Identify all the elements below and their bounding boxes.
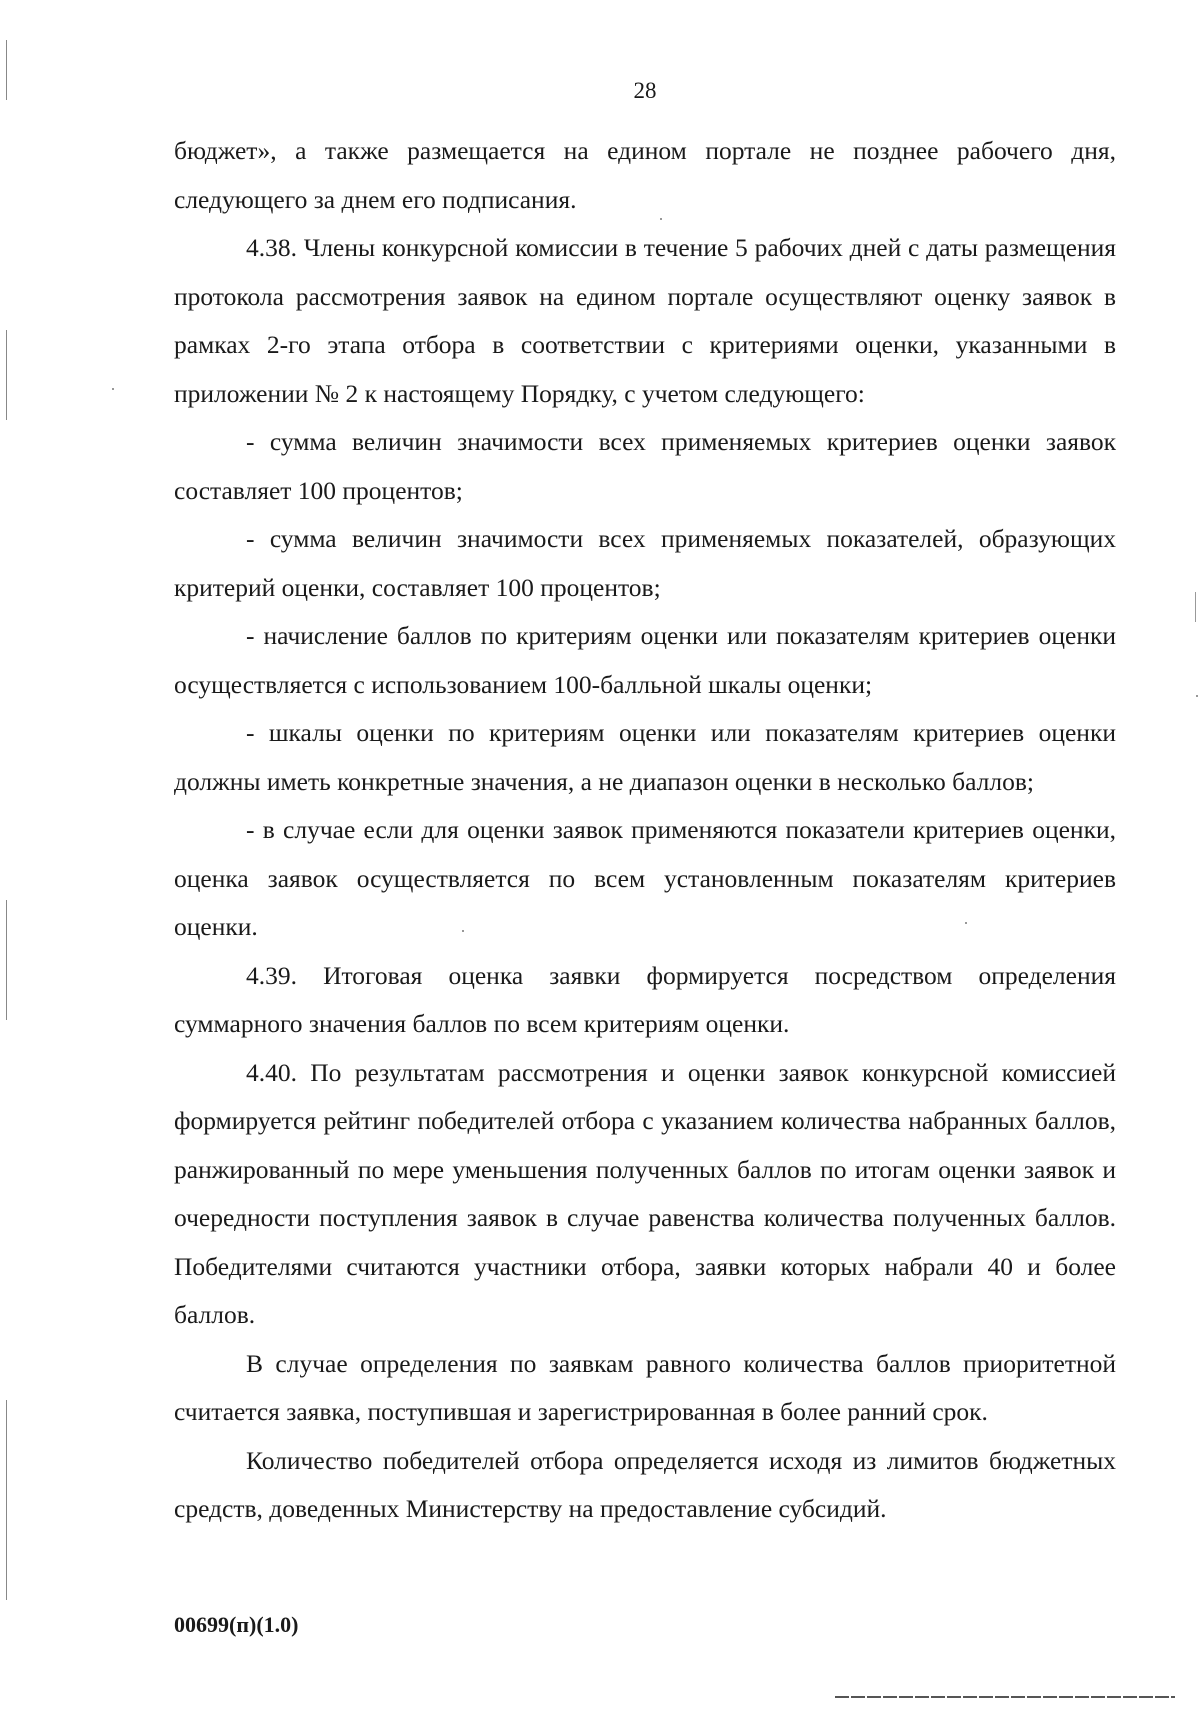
paragraph-winners-count: Количество победителей отбора определяется исходя из лимитов бюджетных средств, доведенных Министерству на предоставление субсидий. — [174, 1445, 1116, 1523]
list-item-indicators-evaluation: - в случае если для оценки заявок применяются показатели критериев оценки, оценка заявок осуществляется по всем установленным показателям критериев оценки. — [174, 815, 1116, 941]
scan-edge-mark — [6, 40, 7, 100]
list-item-indicators-sum: - сумма величин значимости всех применяемых показателей, образующих критерий оценки, составляет 100 процентов; — [174, 524, 1116, 602]
list-item-criteria-sum: - сумма величин значимости всех применяемых критериев оценки заявок составляет 100 процентов; — [174, 427, 1116, 505]
scan-bottom-rule — [835, 1696, 1175, 1698]
scan-edge-mark — [1195, 592, 1196, 622]
scan-edge-mark — [6, 900, 7, 1020]
document-code: 00699(п)(1.0) — [174, 1612, 299, 1637]
page-number: 28 — [633, 78, 657, 103]
scan-dot — [462, 930, 464, 932]
scan-edge-mark — [6, 1400, 7, 1600]
list-item-points-scale: - начисление баллов по критериям оценки или показателям критериев оценки осуществляется с использованием 100-балльной шкалы оценки; — [174, 621, 1116, 699]
document-body — [174, 127, 1116, 1534]
paragraph-continuation: бюджет», а также размещается на едином портале не позднее рабочего дня, следующего за днем его подписания. — [174, 136, 1116, 214]
scan-dot — [112, 388, 114, 390]
paragraph-4-40: 4.40. По результатам рассмотрения и оценки заявок конкурсной комиссией формируется рейтинг победителей отбора с указанием количества набранных баллов, ранжированный по мере уменьшения полученных баллов по итогам оценки заявок и очередности поступления заявок в случае равенства количества полученных баллов. Победителями считаются участники отбора, заявки которых набрали 40 и более баллов. — [174, 1057, 1116, 1329]
paragraph-4-38: 4.38. Члены конкурсной комиссии в течение 5 рабочих дней с даты размещения протокола рассмотрения заявок на едином портале осуществляют оценку заявок в рамках 2-го этапа отбора в соответствии с критериями оценки, указанными в приложении № 2 к настоящему Порядку, с учетом следующего: — [174, 233, 1116, 408]
list-item-scale-values: - шкалы оценки по критериям оценки или показателям критериев оценки должны иметь конкретные значения, а не диапазон оценки в несколько баллов; — [174, 718, 1116, 796]
paragraph-equal-points: В случае определения по заявкам равного количества баллов приоритетной считается заявка, поступившая и зарегистрированная в более ранний срок. — [174, 1348, 1116, 1426]
scan-dot — [660, 218, 662, 220]
scan-edge-mark — [6, 330, 7, 420]
paragraph-4-39: 4.39. Итоговая оценка заявки формируется посредством определения суммарного значения баллов по всем критериям оценки. — [174, 960, 1116, 1038]
scan-dot — [1196, 695, 1198, 697]
scan-dot — [965, 922, 967, 924]
